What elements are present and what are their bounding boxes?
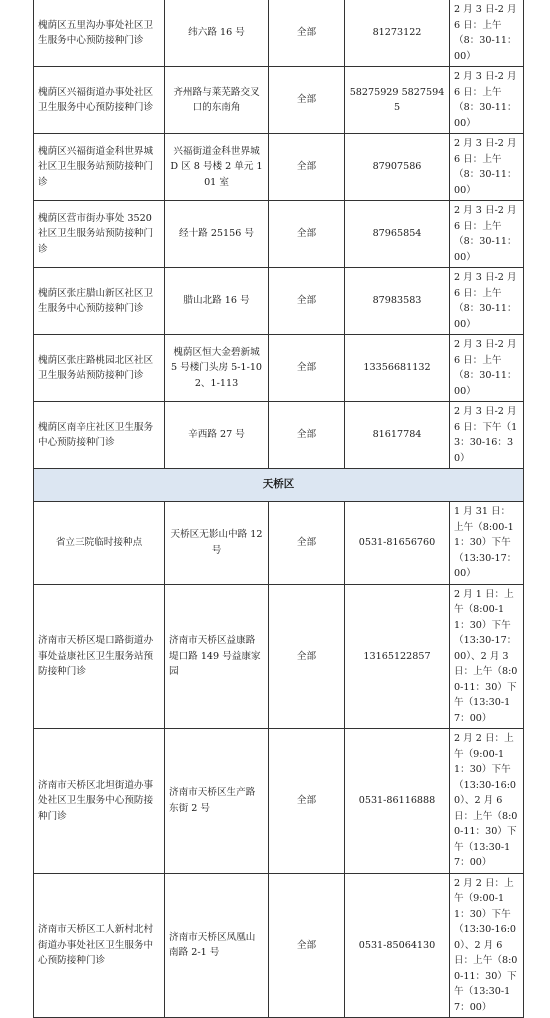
site-time: 2 月 3 日-2 月 6 日：上午（8：30-11：00） xyxy=(450,134,524,201)
site-name: 槐荫区兴福街道办事处社区卫生服务中心预防接种门诊 xyxy=(34,67,165,134)
site-time: 2 月 3 日-2 月 6 日：上午（8：30-11：00） xyxy=(450,268,524,335)
table-row xyxy=(34,67,524,134)
site-phone: 87983583 xyxy=(345,268,450,335)
table-row xyxy=(34,502,524,585)
site-scope: 全部 xyxy=(269,268,345,335)
table-row xyxy=(34,402,524,469)
site-address: 槐荫区恒大金碧新城 5 号楼门头房 5-1-102、1-113 xyxy=(165,335,269,402)
site-scope: 全部 xyxy=(269,0,345,67)
site-name: 槐荫区张庄路桃园北区社区卫生服务站预防接种门诊 xyxy=(34,335,165,402)
site-phone: 81273122 xyxy=(345,0,450,67)
site-address: 纬六路 16 号 xyxy=(165,0,269,67)
site-phone: 0531-81656760 xyxy=(345,502,450,585)
site-name: 槐荫区张庄腊山新区社区卫生服务中心预防接种门诊 xyxy=(34,268,165,335)
site-scope: 全部 xyxy=(269,873,345,1018)
table-row xyxy=(34,201,524,268)
site-phone: 0531-85064130 xyxy=(345,873,450,1018)
table-row xyxy=(34,584,524,729)
site-address: 济南市天桥区益康路堤口路 149 号益康家园 xyxy=(165,584,269,729)
table-row xyxy=(34,268,524,335)
site-name: 省立三院临时接种点 xyxy=(34,502,165,585)
site-scope: 全部 xyxy=(269,67,345,134)
site-name: 槐荫区兴福街道金科世界城社区卫生服务站预防接种门诊 xyxy=(34,134,165,201)
site-phone: 0531-86116888 xyxy=(345,729,450,874)
site-address: 兴福街道金科世界城 D 区 8 号楼 2 单元 101 室 xyxy=(165,134,269,201)
site-address: 齐州路与莱芜路交叉口的东南角 xyxy=(165,67,269,134)
table-row xyxy=(34,873,524,1018)
site-phone: 13165122857 xyxy=(345,584,450,729)
section-title: 天桥区 xyxy=(34,469,524,502)
vaccination-sites-table xyxy=(33,0,524,1018)
site-address: 辛西路 27 号 xyxy=(165,402,269,469)
site-address: 经十路 25156 号 xyxy=(165,201,269,268)
site-name: 槐荫区五里沟办事处社区卫生服务中心预防接种门诊 xyxy=(34,0,165,67)
site-scope: 全部 xyxy=(269,502,345,585)
site-phone: 58275929 58275945 xyxy=(345,67,450,134)
site-name: 槐荫区营市街办事处 3520 社区卫生服务站预防接种门诊 xyxy=(34,201,165,268)
site-phone: 81617784 xyxy=(345,402,450,469)
site-name: 济南市天桥区工人新村北村街道办事处社区卫生服务中心预防接种门诊 xyxy=(34,873,165,1018)
site-time: 2 月 3 日-2 月 6 日：上午（8：30-11：00） xyxy=(450,335,524,402)
section-header-row xyxy=(34,469,524,502)
site-time: 2 月 2 日：上午（9:00-11：30）下午（13:30-16:00）、2 月 6 日：上午（8:00-11：30）下午（13:30-17：00） xyxy=(450,873,524,1018)
table-row xyxy=(34,0,524,67)
site-scope: 全部 xyxy=(269,729,345,874)
site-time: 2 月 1 日：上午（8:00-11：30）下午（13:30-17：00）、2 月 3 日：上午（8:00-11：30）下午（13:30-17：00） xyxy=(450,584,524,729)
site-time: 2 月 3 日-2 月 6 日：上午（8：30-11：00） xyxy=(450,0,524,67)
site-time: 2 月 3 日-2 月 6 日：下午（13：30-16：30） xyxy=(450,402,524,469)
site-name: 济南市天桥区北坦街道办事处社区卫生服务中心预防接种门诊 xyxy=(34,729,165,874)
site-address: 济南市天桥区凤凰山南路 2-1 号 xyxy=(165,873,269,1018)
site-address: 腊山北路 16 号 xyxy=(165,268,269,335)
site-scope: 全部 xyxy=(269,335,345,402)
site-name: 槐荫区南辛庄社区卫生服务中心预防接种门诊 xyxy=(34,402,165,469)
table-row xyxy=(34,729,524,874)
site-phone: 87907586 xyxy=(345,134,450,201)
site-time: 2 月 3 日-2 月 6 日：上午（8：30-11：00） xyxy=(450,67,524,134)
table-row xyxy=(34,335,524,402)
site-address: 济南市天桥区生产路东街 2 号 xyxy=(165,729,269,874)
site-address: 天桥区无影山中路 12 号 xyxy=(165,502,269,585)
site-time: 2 月 3 日-2 月 6 日：上午（8：30-11：00） xyxy=(450,201,524,268)
site-name: 济南市天桥区堤口路街道办事处益康社区卫生服务站预防接种门诊 xyxy=(34,584,165,729)
site-phone: 87965854 xyxy=(345,201,450,268)
site-scope: 全部 xyxy=(269,584,345,729)
site-time: 1 月 31 日：上午（8:00-11：30）下午（13:30-17：00） xyxy=(450,502,524,585)
site-scope: 全部 xyxy=(269,402,345,469)
table-row xyxy=(34,134,524,201)
site-scope: 全部 xyxy=(269,134,345,201)
site-scope: 全部 xyxy=(269,201,345,268)
site-phone: 13356681132 xyxy=(345,335,450,402)
site-time: 2 月 2 日：上午（9:00-11：30）下午（13:30-16:00）、2 月 6 日：上午（8:00-11：30）下午（13:30-17：00） xyxy=(450,729,524,874)
